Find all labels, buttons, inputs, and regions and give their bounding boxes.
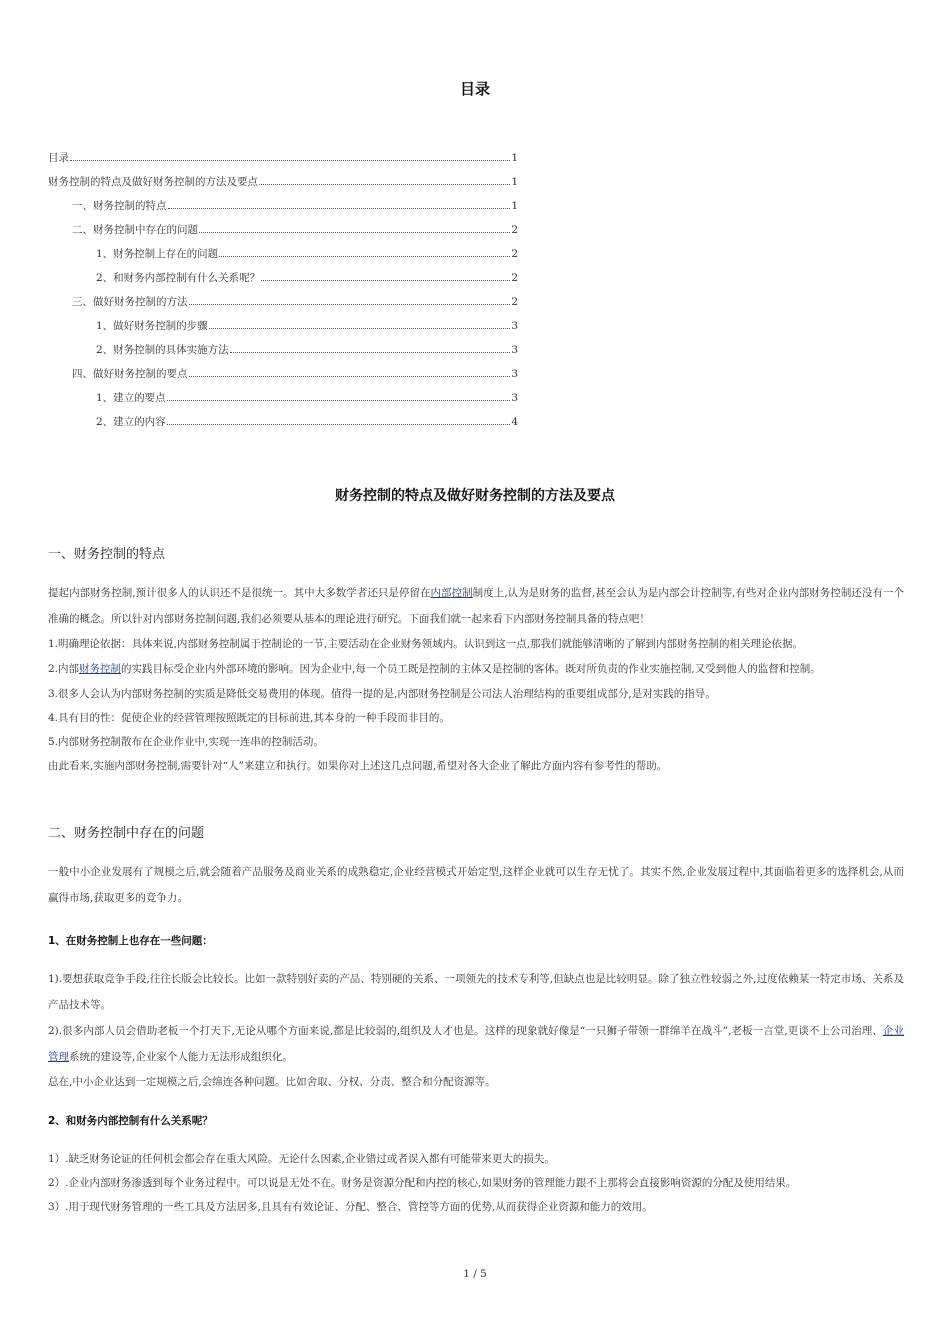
paragraph: 2.内部财务控制的实践目标受企业内外部环境的影响。因为企业中,每一个员工既是控制的主体又是控制的客体。既对所负责的作业实施控制,又受到他人的监督和控制。 (48, 663, 821, 675)
table-of-contents (48, 150, 518, 438)
financial-control-link[interactable]: 财务控制 (79, 663, 122, 675)
paragraph: 3）.用于现代财务管理的一些工具及方法居多,且具有有效论证、分配、整合、管控等方面的优势,从而获得企业资源和能力的效用。 (48, 1201, 653, 1213)
section-1-body (48, 580, 904, 778)
paragraph: 1).要想获取竞争手段,往往长版会比较长。比如一款特别好卖的产品、特别硬的关系、一项领先的技术专利等,但缺点也是比较明显。除了独立性较弱之外,过度依赖某一特定市场、关系及产品技术等。 (48, 973, 904, 1011)
paragraph: 一般中小企业发展有了规模之后,就会随着产品服务及商业关系的成熟稳定,企业经营模式开始定型,这样企业就可以生存无忧了。其实不然,企业发展过程中,其面临着更多的选择机会,从而赢得市场,获取更多的竞争力。 (48, 866, 904, 904)
toc-entry[interactable]: 1、财务控制上存在的问题 2 (96, 248, 518, 260)
section-heading-1: 一、财务控制的特点 (48, 547, 166, 562)
toc-entry[interactable]: 2、和财务内部控制有什么关系呢？ 2 (96, 272, 518, 284)
paragraph: 1）.缺乏财务论证的任何机会都会存在重大风险。无论什么因素,企业错过或者误入都有可能带来更大的损失。 (48, 1153, 555, 1165)
paragraph: 总在,中小企业达到一定规模之后,会绵连各种问题。比如舍取、分权、分责、整合和分配资源等。 (48, 1076, 496, 1088)
paragraph: 4.具有目的性：促使企业的经营管理按照既定的目标前进,其本身的一种手段而非目的。 (48, 712, 450, 724)
toc-entry[interactable]: 2、财务控制的具体实施方法 3 (96, 344, 518, 356)
toc-entry[interactable]: 四、做好财务控制的要点 3 (72, 368, 518, 380)
paragraph: 2).很多内部人员会借助老板一个打天下,无论从哪个方面来说,都是比较弱的,组织及人才也是。这样的现象就好像是“一只狮子带领一群绵羊在战斗”,老板一言堂,更谈不上公司治理、企业管理系统的建设等,企业家个人能力无法形成组织化。 (48, 1025, 904, 1063)
toc-entry[interactable]: 目录 1 (48, 152, 518, 164)
toc-entry[interactable]: 2、建立的内容 4 (96, 416, 518, 428)
paragraph: 3.很多人会认为内部财务控制的实质是降低交易费用的体现。值得一提的是,内部财务控制是公司法人治理结构的重要组成部分,是对实践的指导。 (48, 688, 716, 700)
toc-entry[interactable]: 财务控制的特点及做好财务控制的方法及要点 1 (48, 176, 518, 188)
subsection-2-body (48, 1147, 904, 1219)
subsection-1-body (48, 966, 904, 1094)
paragraph: 5.内部财务控制散布在企业作业中,实现一连串的控制活动。 (48, 736, 324, 748)
paragraph: 提起内部财务控制,预计很多人的认识还不是很统一。其中大多数学者还只是停留在内部控制制度上,认为是财务的监督,甚至会认为是内部会计控制等,有些对企业内部财务控制还没有一个准确的概念。所以针对内部财务控制问题,我们必须要从基本的理论进行研究。下面我们就一起来看下内部财务控制具备的特点吧！ (48, 587, 905, 625)
toc-entry[interactable]: 三、做好财务控制的方法 2 (72, 296, 518, 308)
toc-title: 目录 (459, 80, 490, 98)
subsection-heading-1: 1、在财务控制上也存在一些问题： (48, 935, 213, 947)
paragraph: 1.明确理论依据：具体来说,内部财务控制属于控制论的一节,主要活动在企业财务领域内。认识到这一点,那我们就能够清晰的了解到内部财务控制的相关理论依据。 (48, 638, 804, 650)
document-title: 财务控制的特点及做好财务控制的方法及要点 (335, 488, 615, 504)
paragraph: 由此看来,实施内部财务控制,需要针对“人”来建立和执行。如果你对上述这几点问题,希望对各大企业了解此方面内容有参考性的帮助。 (48, 760, 668, 772)
subsection-heading-2: 2、和财务内部控制有什么关系呢？ (48, 1115, 213, 1127)
toc-entry[interactable]: 1、建立的要点 3 (96, 392, 518, 404)
section-2-intro (48, 859, 904, 911)
page-indicator: 1 / 5 (463, 1268, 487, 1280)
section-heading-2: 二、财务控制中存在的问题 (48, 826, 205, 841)
paragraph: 2）.企业内部财务渗透到每个业务过程中。可以说是无处不在。财务是资源分配和内控的核心,如果财务的管理能力跟不上那将会直接影响资源的分配及使用结果。 (48, 1177, 797, 1189)
toc-entry[interactable]: 1、做好财务控制的步骤 3 (96, 320, 518, 332)
internal-control-link[interactable]: 内部控制 (430, 587, 473, 599)
toc-entry[interactable]: 二、财务控制中存在的问题 2 (72, 224, 518, 236)
enterprise-management-link[interactable]: 企业管理 (48, 1025, 904, 1063)
toc-entry[interactable]: 一、财务控制的特点 1 (72, 200, 518, 212)
